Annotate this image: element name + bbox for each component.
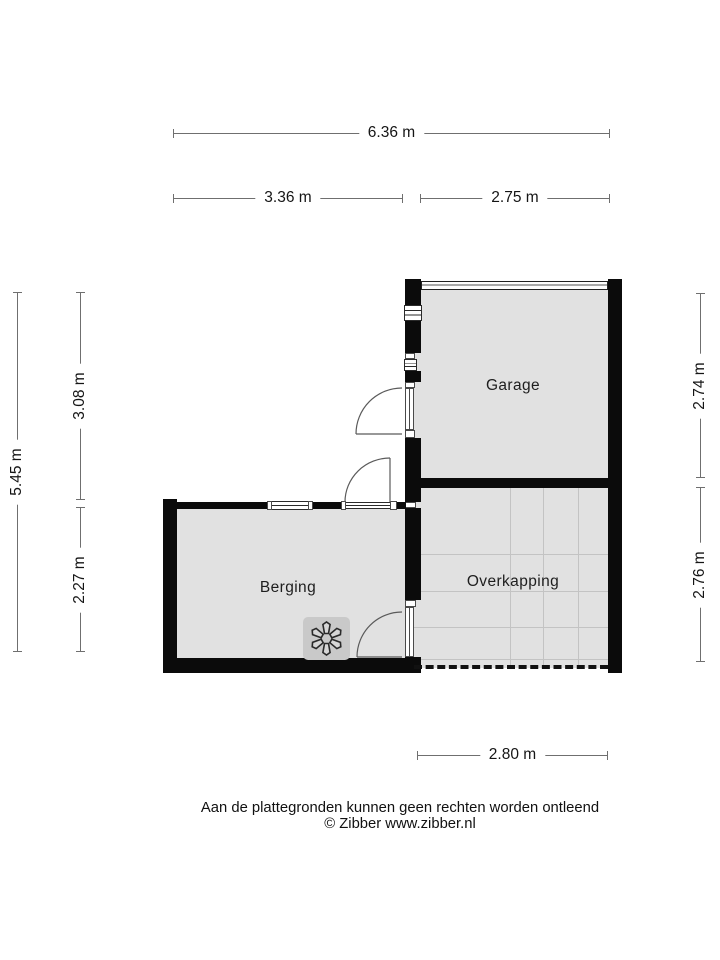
door-frame-post (390, 501, 397, 510)
deck-line (414, 554, 608, 555)
room-label-overkapping: Overkapping (466, 573, 560, 590)
fan-icon (303, 617, 350, 660)
west-wall-window-lower (404, 359, 417, 371)
overkapping-open-edge (414, 665, 608, 669)
wall-berging-west (163, 499, 177, 673)
wall-berging-south (163, 658, 415, 673)
room-label-garage: Garage (485, 377, 541, 394)
wall-west-segment (405, 321, 421, 353)
berging-window (272, 501, 308, 510)
dimension-label: 2.80 m (480, 746, 545, 764)
door-arc-berging-north (345, 458, 390, 502)
deck-line (414, 627, 608, 628)
dimension-label: 2.75 m (482, 189, 547, 207)
west-wall-window-upper (404, 305, 422, 321)
dimension-label: 6.36 m (359, 124, 424, 142)
dimension-left-total (8, 292, 25, 652)
wall-garage-topleft-post (405, 279, 421, 305)
dimension-label: 3.36 m (255, 189, 320, 207)
dimension-top-right (420, 189, 610, 206)
dimension-left-upper (71, 292, 88, 500)
dimension-bottom (417, 746, 608, 763)
garage-side-door-opening (405, 388, 414, 430)
dimension-left-lower (71, 507, 88, 652)
mechanical-unit (303, 617, 350, 660)
dimension-right-lower (691, 487, 708, 662)
wall-berging-north-segment (313, 502, 341, 509)
wall-garage-south (405, 478, 622, 488)
room-label-berging: Berging (259, 579, 317, 596)
door-arc-garage-side (356, 388, 402, 434)
deck-line (414, 659, 608, 660)
footer (80, 801, 720, 832)
wall-berging-north-segment (163, 502, 267, 509)
berging-overkapping-door-opening (405, 607, 414, 657)
dimension-label: 2.76 m (691, 542, 709, 607)
door-frame-post (405, 430, 415, 438)
dimension-top-total (173, 124, 610, 141)
wall-berging-overkapping (405, 508, 421, 600)
dimension-label: 5.45 m (8, 439, 26, 504)
dimension-right-upper (691, 293, 708, 478)
wall-berging-north-segment (397, 502, 406, 509)
garage-door (421, 281, 608, 290)
wall-east (608, 279, 622, 673)
dimension-top-left (173, 189, 403, 206)
dimension-label: 3.08 m (71, 363, 89, 428)
wall-west-segment (405, 438, 421, 502)
footer-copyright: © Zibber www.zibber.nl (324, 815, 476, 832)
berging-door-opening (346, 502, 390, 509)
dimension-label: 2.27 m (71, 547, 89, 612)
wall-west-segment (405, 371, 421, 382)
deck-line (414, 591, 608, 592)
dimension-label: 2.74 m (691, 353, 709, 418)
footer-disclaimer: Aan de plattegronden kunnen geen rechten worden ontleend (200, 800, 600, 816)
door-frame-post (405, 600, 416, 607)
